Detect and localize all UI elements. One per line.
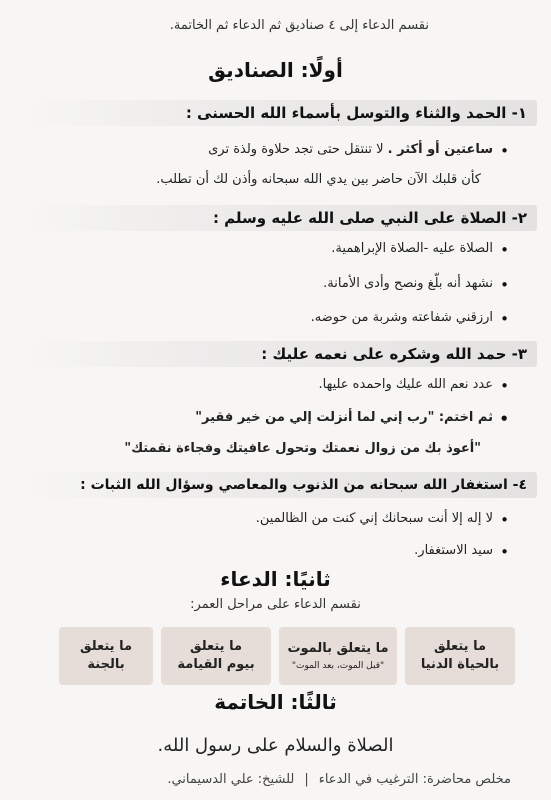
dua-box-judgment xyxy=(161,627,271,685)
box2-item-3: ارزقني شفاعته وشربة من حوضه. • xyxy=(311,310,493,325)
footer-credits xyxy=(167,772,511,787)
box2-item-1: الصلاة عليه -الصلاة الإبراهمية. • xyxy=(331,241,493,256)
intro-text: نقسم الدعاء إلى ٤ صناديق ثم الدعاء ثم الخاتمة. xyxy=(169,18,429,33)
section-title-boxes: أولًا: الصناديق xyxy=(208,58,343,82)
footer-source: مخلص محاضرة: الترغيب في الدعاء xyxy=(318,772,511,787)
dua-box-line2: بالجنة xyxy=(87,657,125,672)
footer-speaker: للشيخ: علي الدسيماني. xyxy=(167,772,295,787)
closing-text: الصلاة والسلام على رسول الله. xyxy=(157,735,394,756)
dua-subtitle: نقسم الدعاء على مراحل العمر: xyxy=(190,597,361,612)
box2-heading: ٢- الصلاة على النبي صلى الله عليه وسلم : xyxy=(25,205,537,231)
dua-box-world xyxy=(405,627,515,685)
dua-box-line1: ما يتعلق xyxy=(80,639,133,655)
dua-box-line2: بالحياة الدنيا xyxy=(420,657,500,672)
box3-quote: "أعوذ بك من زوال نعمتك وتحول عافيتك وفجاءة نقمتك" xyxy=(124,441,481,456)
dua-box-paradise xyxy=(59,627,153,685)
section-title-closing: ثالثًا: الخاتمة xyxy=(214,690,337,714)
box1-item-continuation: كأن قلبك الآن حاضر بين يدي الله سبحانه وأذن لك أن تطلب. xyxy=(156,172,481,187)
box4-item-1: لا إله إلا أنت سبحانك إني كنت من الظالمين. • xyxy=(256,511,493,526)
dua-box-death xyxy=(279,627,397,685)
box3-item-2: ثم اختم: "رب إني لما أنزلت إلي من خير فقير" • xyxy=(195,410,493,425)
box3-item-1: عدد نعم الله عليك واحمده عليها. • xyxy=(318,377,493,392)
box1-item-bold: ساعتين أو أكثر . xyxy=(387,142,493,157)
box2-item-2: نشهد أنه بلّغ ونصح وأدى الأمانة. • xyxy=(323,276,493,291)
dua-box-note: "قبل الموت، بعد الموت" xyxy=(291,660,385,671)
box1-item xyxy=(208,142,493,157)
box4-heading: ٤- استغفار الله سبحانه من الذنوب والمعاصي وسؤال الله الثبات : xyxy=(25,472,537,498)
dua-box-line2: بيوم القيامة xyxy=(177,657,255,672)
footer-separator: | xyxy=(304,772,309,787)
section-title-dua: ثانيًا: الدعاء xyxy=(220,567,331,591)
box1-heading: ١- الحمد والثناء والتوسل بأسماء الله الحسنى : xyxy=(25,100,537,126)
dua-box-line1: ما يتعلق بالموت xyxy=(287,641,389,657)
box4-item-2: سيد الاستغفار. • xyxy=(414,543,493,558)
box1-item-rest: لا تنتقل حتى تجد حلاوة ولذة ترى xyxy=(208,142,388,157)
dua-box-line1: ما يتعلق xyxy=(190,639,243,655)
box3-heading: ٣- حمد الله وشكره على نعمه عليك : xyxy=(25,341,537,367)
dua-box-line1: ما يتعلق xyxy=(434,639,487,655)
